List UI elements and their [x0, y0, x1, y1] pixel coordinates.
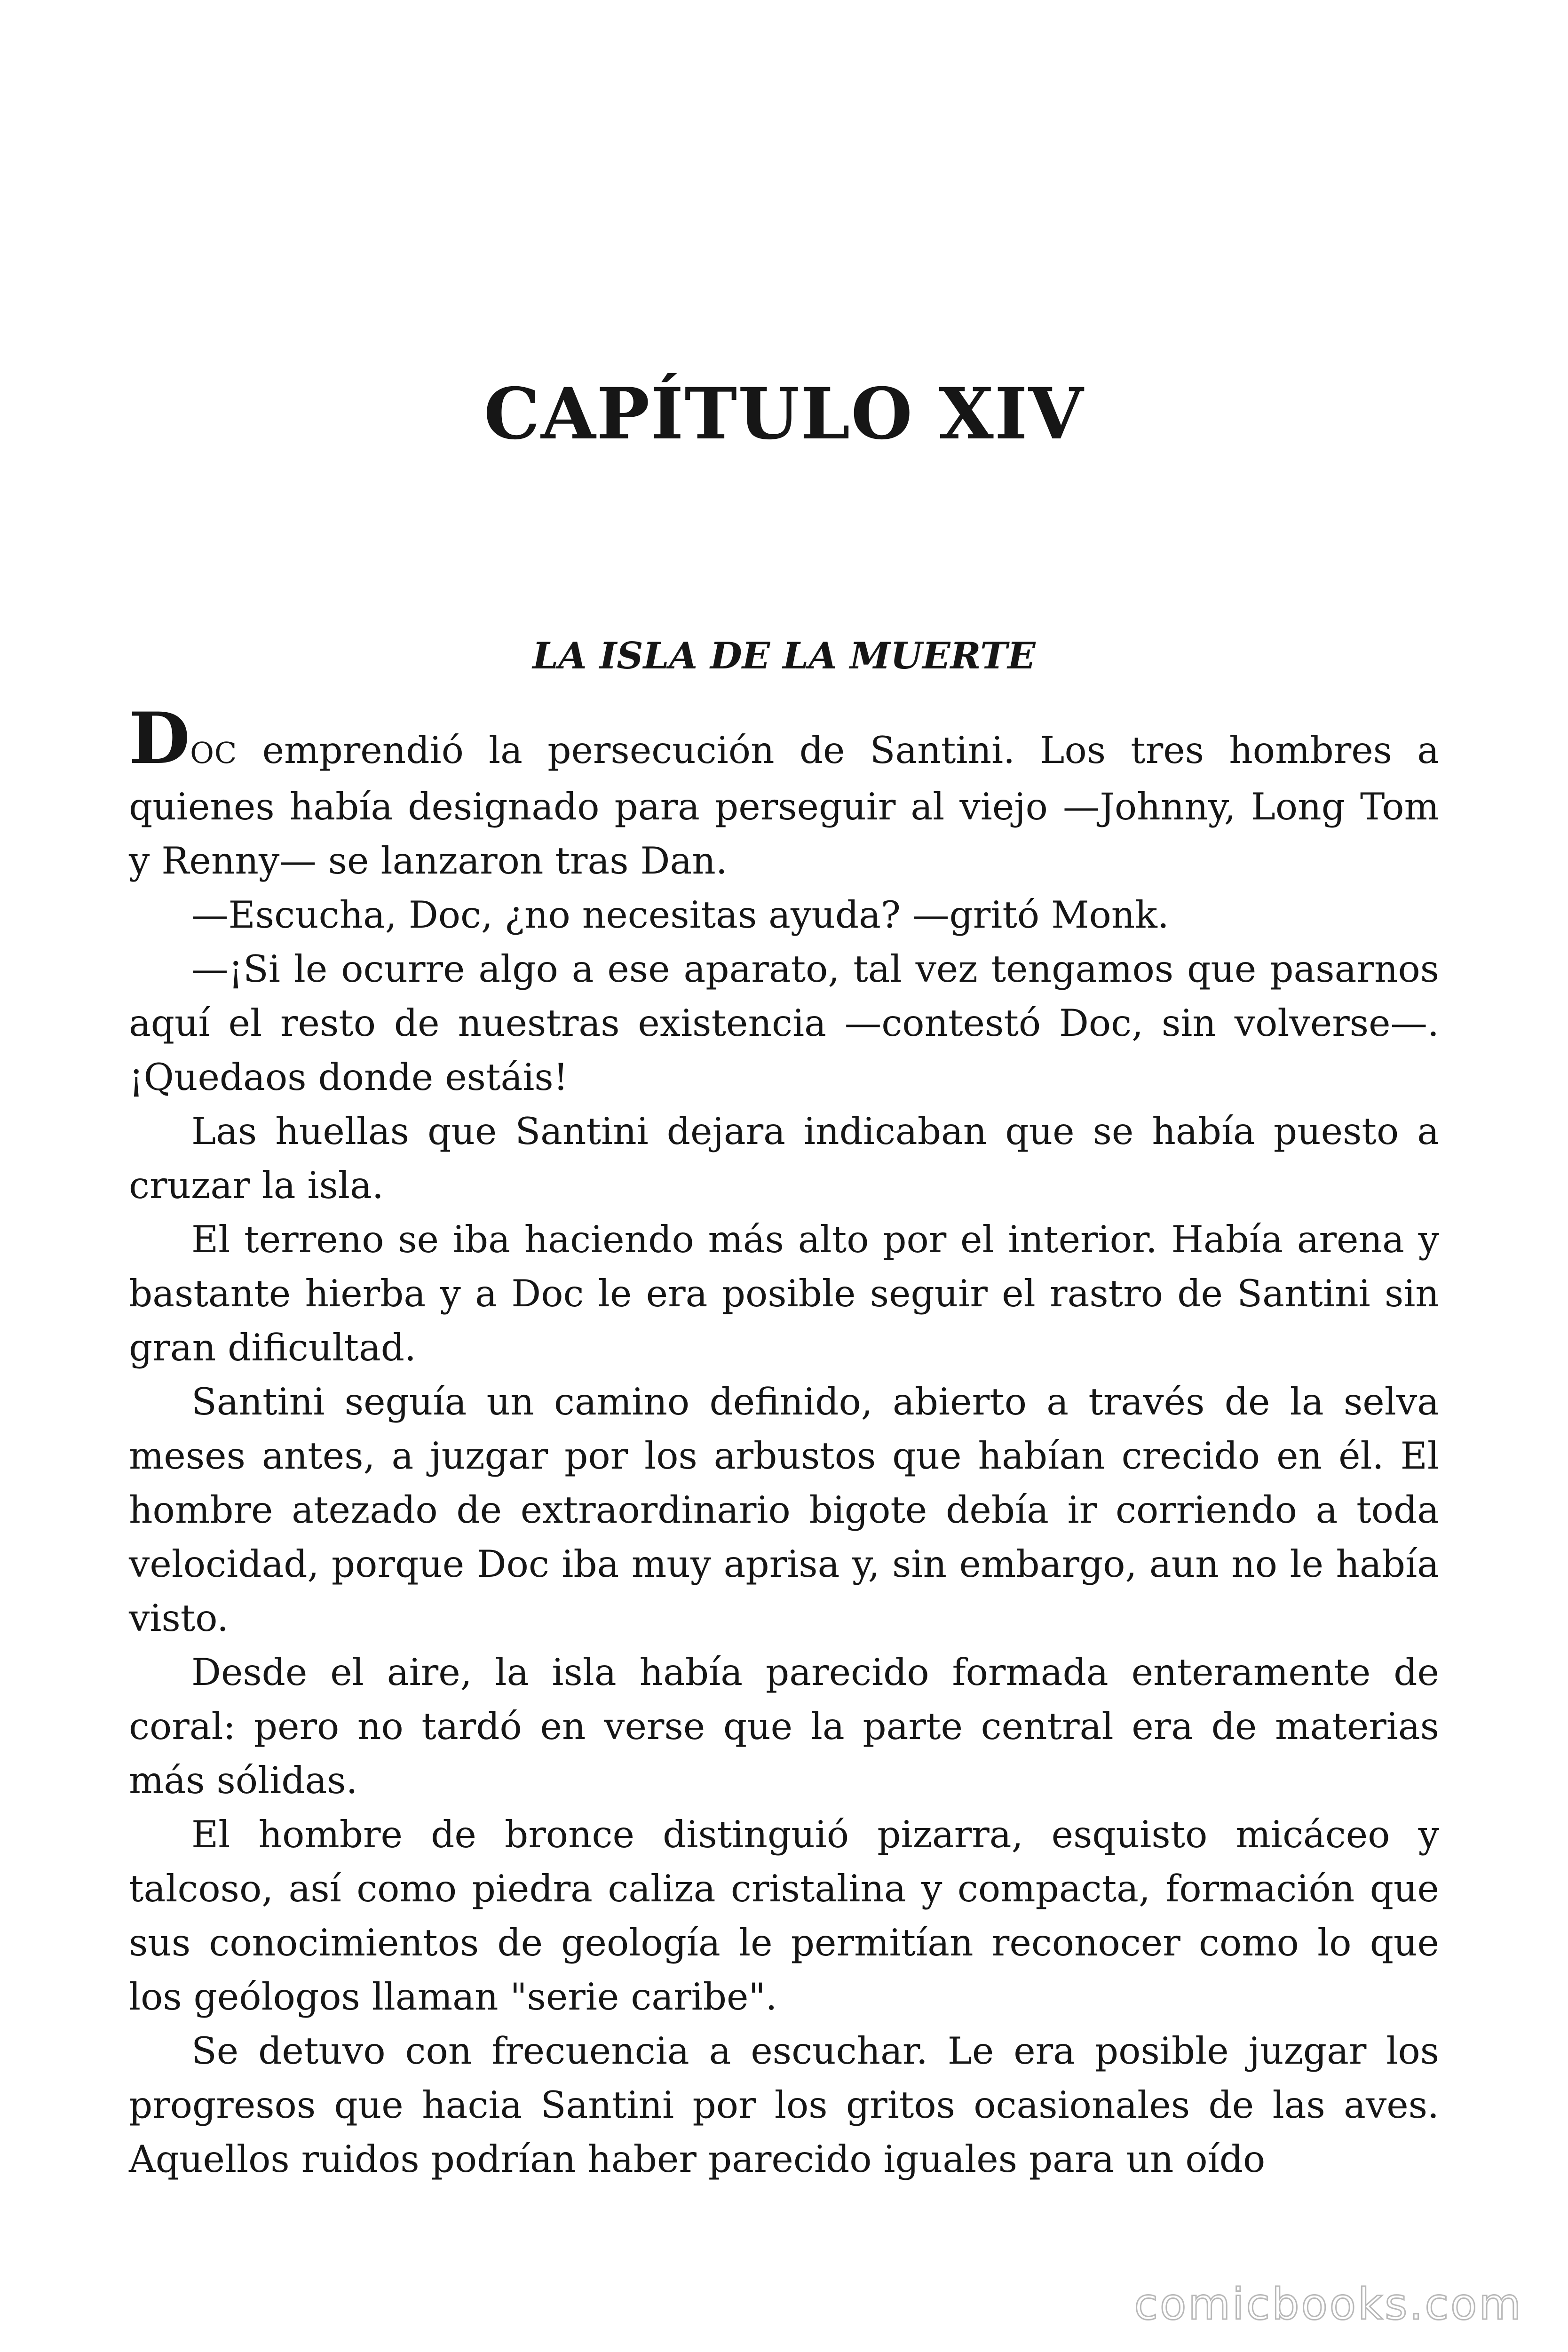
chapter-subtitle: LA ISLA DE LA MUERTE — [532, 635, 1036, 677]
chapter-body — [129, 697, 1439, 2186]
paragraph-9: Se detuvo con frecuencia a escuchar. Le era posible juzgar los progresos que hacia Santini por los gritos ocasionales de las aves. Aquellos ruidos podrían haber parecido iguales para un oído — [129, 2029, 1439, 2181]
paragraph-5: El terreno se iba haciendo más alto por el interior. Había arena y bastante hierba y a Doc le era posible seguir el rastro de Santini sin gran dificultad. — [129, 1218, 1439, 1369]
paragraph-1-text: emprendió la persecución de Santini. Los tres hombres a quienes había designado para perseguir al viejo —Johnny, Long Tom y Renny— se lanzaron tras Dan. — [129, 729, 1439, 882]
small-caps-text: OC — [190, 736, 238, 770]
chapter-title: CAPÍTULO XIV — [483, 373, 1085, 455]
paragraph-3: —¡Si le ocurre algo a ese aparato, tal vez tengamos que pasarnos aquí el resto de nuestras existencia —contestó Doc, sin volverse—. ¡Quedaos donde estáis! — [129, 947, 1439, 1099]
paragraph-6: Santini seguía un camino definido, abierto a través de la selva meses antes, a juzgar por los arbustos que habían crecido en él. El hombre atezado de extraordinario bigote debía ir corriendo a toda velocidad, porque Doc iba muy aprisa y, sin embargo, aun no le había visto. — [129, 1380, 1439, 1640]
watermark-logo: comicbooks.com — [1134, 2279, 1523, 2329]
paragraph-2: —Escucha, Doc, ¿no necesitas ayuda? —gritó Monk. — [191, 893, 1169, 937]
paragraph-4: Las huellas que Santini dejara indicaban que se había puesto a cruzar la isla. — [129, 1110, 1439, 1207]
paragraph-7: Desde el aire, la isla había parecido formada enteramente de coral: pero no tardó en verse que la parte central era de materias más sólidas. — [129, 1651, 1439, 1802]
paragraph-1 — [129, 697, 1439, 888]
paragraph-8: El hombre de bronce distinguió pizarra, esquisto micáceo y talcoso, así como piedra caliza cristalina y compacta, formación que sus conocimientos de geología le permitían reconocer como lo que los geólogos llaman "serie caribe". — [129, 1813, 1439, 2018]
drop-cap: D — [129, 697, 190, 780]
